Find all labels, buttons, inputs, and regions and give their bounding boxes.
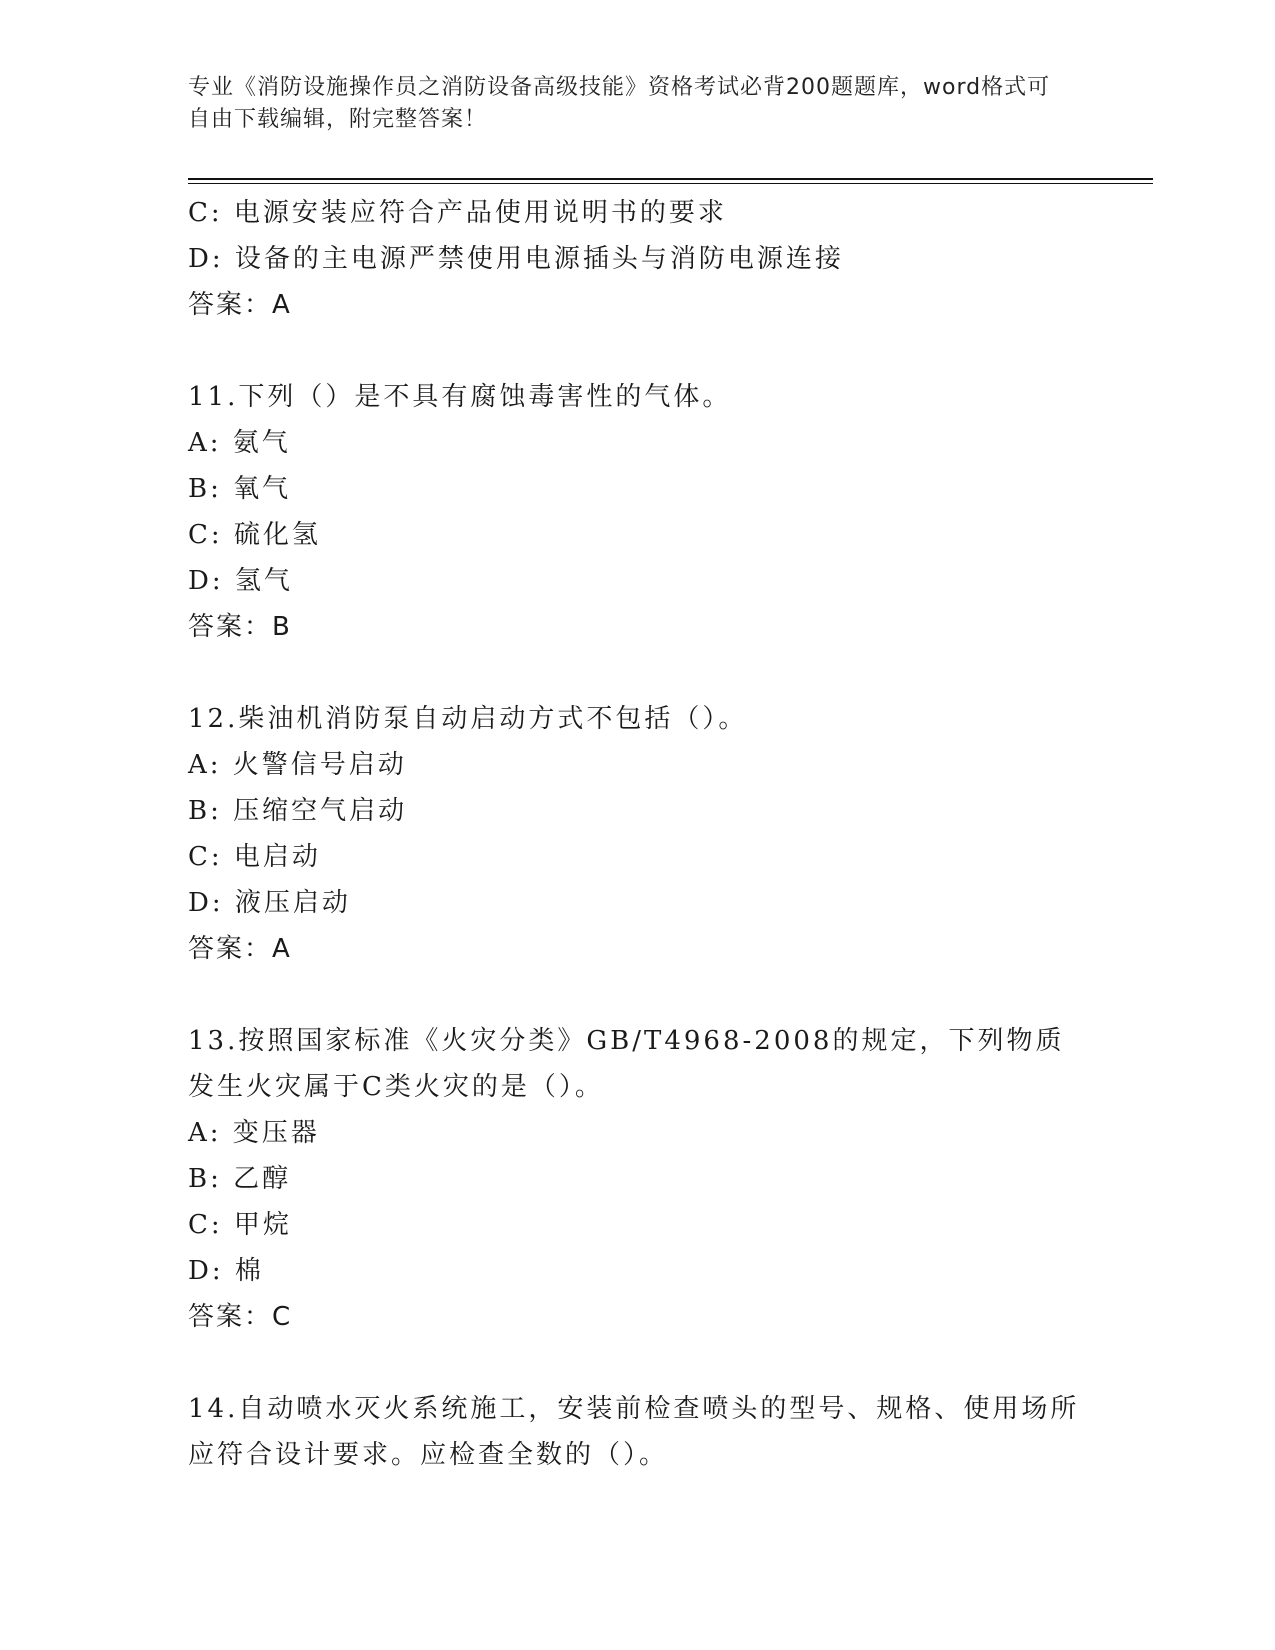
question-13 xyxy=(188,1018,1088,1340)
question-stem: 11.下列（）是不具有腐蚀毒害性的气体。 xyxy=(188,382,732,412)
option-b: B: 氧气 xyxy=(188,474,292,504)
option-a: A: 氨气 xyxy=(188,428,291,458)
spacer xyxy=(188,650,1088,696)
option-c: C: 电启动 xyxy=(188,842,321,872)
question-list xyxy=(188,190,1088,1478)
option-c: C: 电源安装应符合产品使用说明书的要求 xyxy=(188,198,727,228)
answer: 答案：B xyxy=(188,612,292,642)
question-11 xyxy=(188,374,1088,650)
answer: 答案：C xyxy=(188,1302,293,1332)
option-a: A: 变压器 xyxy=(188,1118,320,1148)
question-stem: 12.柴油机消防泵自动启动方式不包括（）。 xyxy=(188,704,748,734)
spacer xyxy=(188,328,1088,374)
option-a: A: 火警信号启动 xyxy=(188,750,407,780)
question-12 xyxy=(188,696,1088,972)
option-b: B: 压缩空气启动 xyxy=(188,796,408,826)
header-rule-thick xyxy=(188,178,1153,180)
option-d: D: 棉 xyxy=(188,1256,264,1286)
answer: 答案：A xyxy=(188,934,292,964)
option-c: C: 硫化氢 xyxy=(188,520,321,550)
option-b: B: 乙醇 xyxy=(188,1164,292,1194)
option-d: D: 氢气 xyxy=(188,566,293,596)
spacer xyxy=(188,972,1088,1018)
document-header: 专业《消防设施操作员之消防设备高级技能》资格考试必背200题题库，word格式可自由下载编辑，附完整答案！ xyxy=(188,75,1051,132)
question-stem: 13.按照国家标准《火灾分类》GB/T4968-2008的规定，下列物质发生火灾属于C类火灾的是（）。 xyxy=(188,1026,1065,1102)
option-d: D: 液压启动 xyxy=(188,888,351,918)
question-stem: 14.自动喷水灭火系统施工，安装前检查喷头的型号、规格、使用场所应符合设计要求。应检查全数的（）。 xyxy=(188,1394,1080,1470)
answer: 答案：A xyxy=(188,290,292,320)
question-10-continued xyxy=(188,190,1088,328)
header-rule-thin xyxy=(188,183,1153,184)
option-d: D: 设备的主电源严禁使用电源插头与消防电源连接 xyxy=(188,244,844,274)
question-14 xyxy=(188,1386,1088,1478)
option-c: C: 甲烷 xyxy=(188,1210,292,1240)
spacer xyxy=(188,1340,1088,1386)
